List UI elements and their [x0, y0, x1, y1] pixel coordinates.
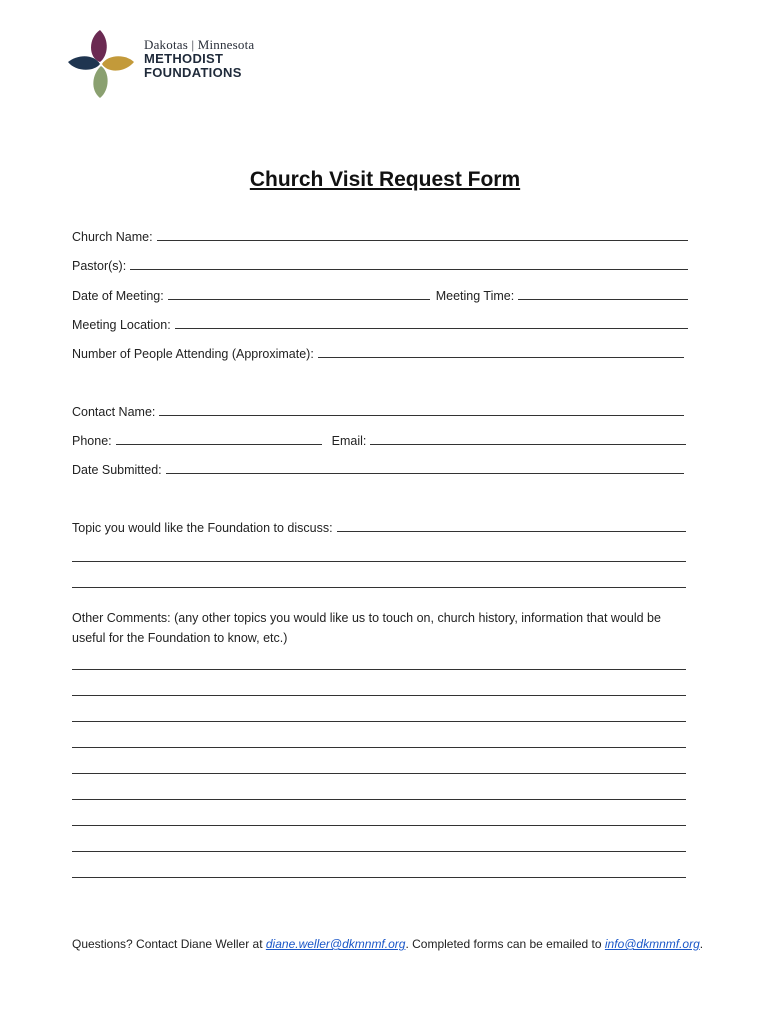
comment-line[interactable] [72, 721, 686, 722]
comment-line[interactable] [72, 799, 686, 800]
topic-extra-line[interactable] [72, 561, 686, 562]
contact-name-line[interactable] [159, 415, 684, 416]
people-attending-line[interactable] [318, 357, 684, 358]
footer-prefix: Questions? Contact Diane Weller at [72, 937, 266, 951]
comment-line[interactable] [72, 851, 686, 852]
other-comments-label: Other Comments: (any other topics you would like us to touch on, church history, information that would be useful for the Foundation to know, etc.) [72, 611, 661, 645]
pastor-label: Pastor(s): [72, 259, 127, 273]
logo-text-line2: METHODIST [144, 51, 224, 66]
comment-line[interactable] [72, 669, 686, 670]
meeting-location-label: Meeting Location: [72, 318, 171, 332]
date-submitted-label: Date Submitted: [72, 463, 162, 477]
comment-line[interactable] [72, 825, 686, 826]
diane-email-link[interactable]: diane.weller@dkmnmf.org [265, 937, 406, 951]
date-meeting-row [72, 285, 688, 303]
logo-text-line3: FOUNDATIONS [144, 65, 242, 80]
meeting-location-field[interactable] [72, 314, 688, 332]
church-name-field[interactable] [72, 226, 688, 244]
comment-line[interactable] [72, 877, 686, 878]
date-submitted-line[interactable] [166, 473, 684, 474]
email-label: Email: [331, 434, 367, 448]
date-of-meeting-line[interactable] [168, 299, 430, 300]
comment-line[interactable] [72, 695, 686, 696]
people-attending-label: Number of People Attending (Approximate): [72, 347, 314, 361]
page-title: Church Visit Request Form [249, 168, 521, 191]
date-of-meeting-label: Date of Meeting: [72, 289, 164, 303]
meeting-time-label: Meeting Time: [435, 289, 515, 303]
pastor-line[interactable] [130, 269, 688, 270]
comment-line[interactable] [72, 773, 686, 774]
contact-name-field[interactable] [72, 401, 684, 419]
footer-middle: . Completed forms can be emailed to [405, 937, 605, 951]
comment-line[interactable] [72, 747, 686, 748]
meeting-location-line[interactable] [175, 328, 688, 329]
info-email-link[interactable]: info@dkmnmf.org [604, 937, 700, 951]
phone-line[interactable] [116, 444, 322, 445]
logo-text-line1: Dakotas | Minnesota [144, 37, 255, 52]
church-name-label: Church Name: [72, 230, 153, 244]
foundation-logo [66, 28, 256, 100]
contact-name-label: Contact Name: [72, 405, 156, 419]
topic-line[interactable] [337, 531, 686, 532]
church-name-line[interactable] [157, 240, 688, 241]
footer-note [72, 937, 703, 951]
logo-mark-icon [66, 28, 136, 100]
footer-suffix: . [699, 937, 704, 951]
topic-extra-line[interactable] [72, 587, 686, 588]
topic-field[interactable] [72, 517, 686, 535]
people-attending-field[interactable] [72, 343, 684, 361]
email-line[interactable] [370, 444, 686, 445]
topic-label: Topic you would like the Foundation to discuss: [72, 521, 333, 535]
pastor-field[interactable] [72, 255, 688, 273]
date-submitted-field[interactable] [72, 459, 684, 477]
meeting-time-line[interactable] [518, 299, 688, 300]
phone-email-row [72, 430, 686, 448]
phone-label: Phone: [72, 434, 112, 448]
